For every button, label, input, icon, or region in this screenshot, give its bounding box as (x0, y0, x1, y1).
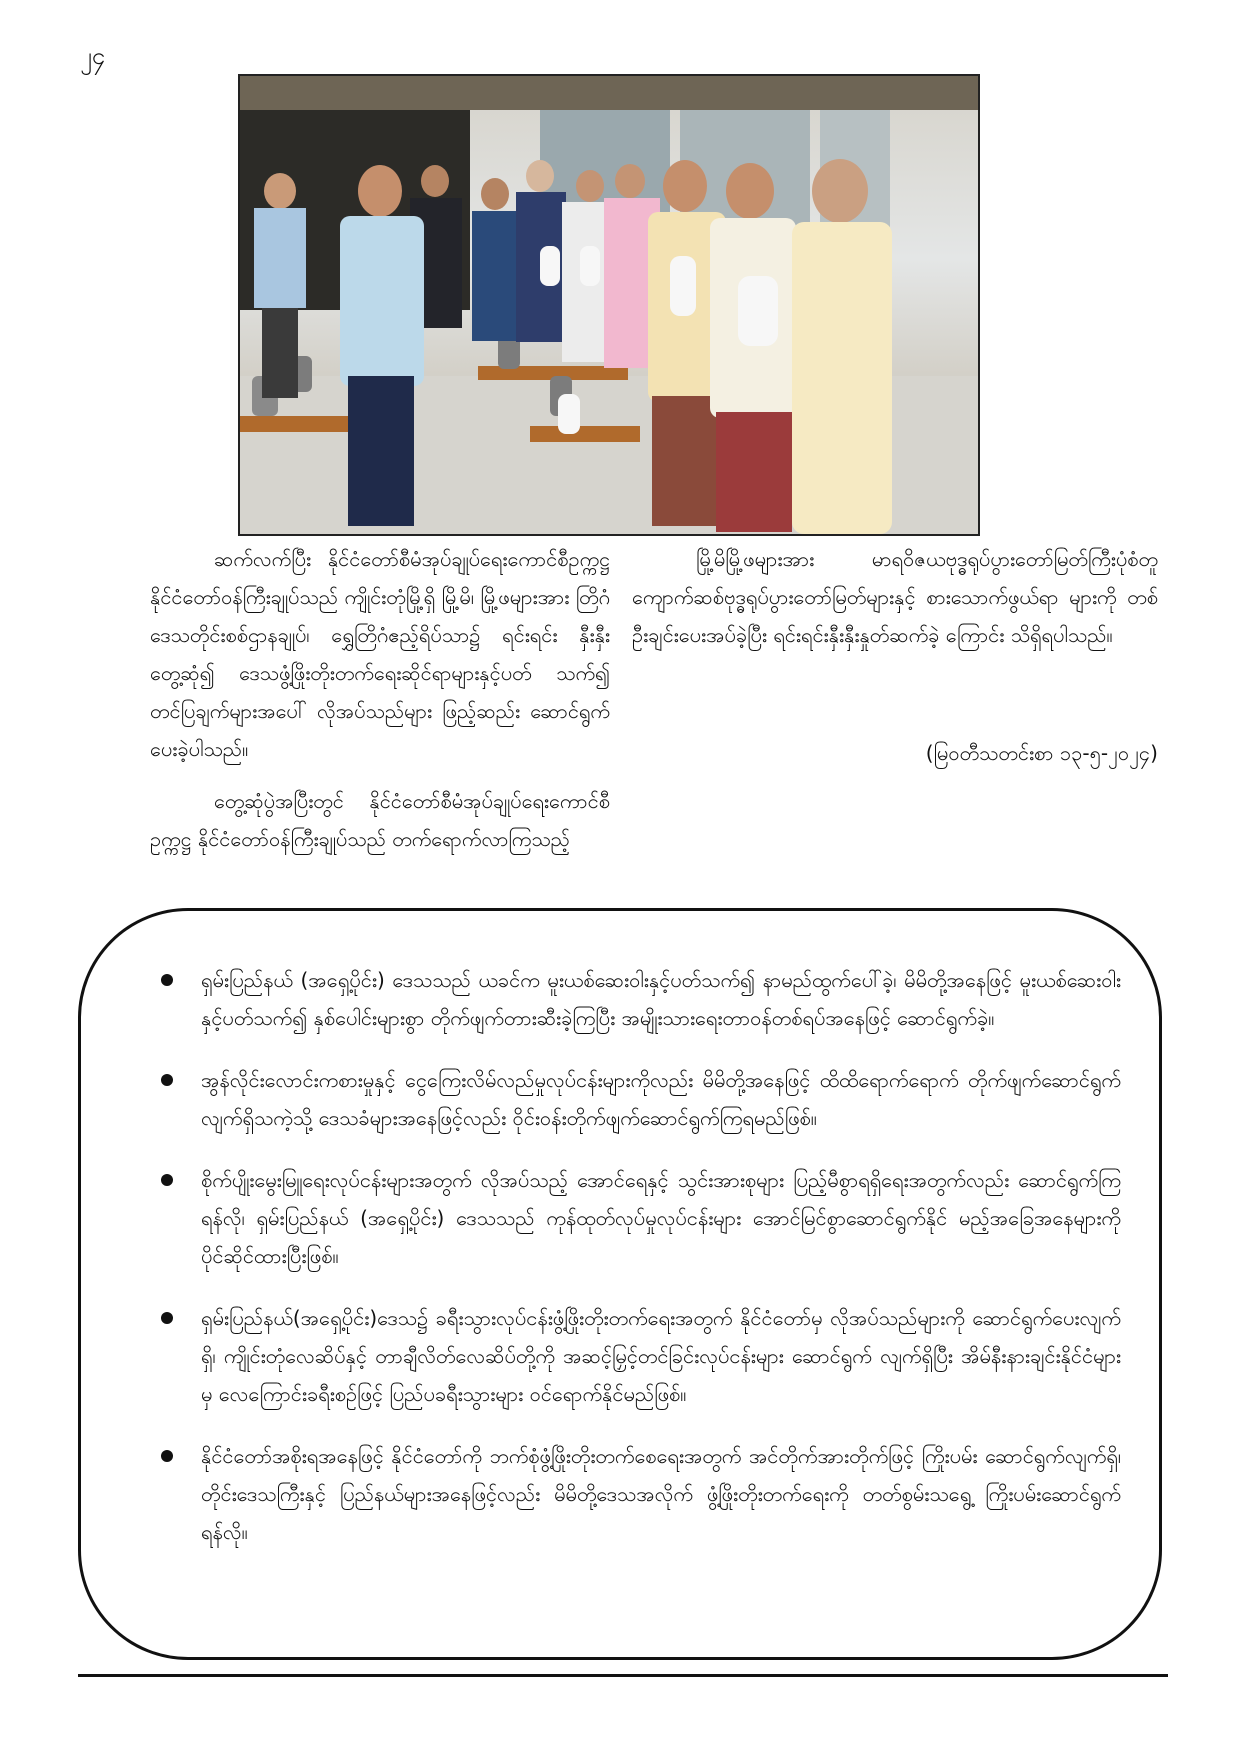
bullet-text: ရှမ်းပြည်နယ်(အရှေ့ပိုင်း)ဒေသ၌ ခရီးသွားလုပ်ငန်းဖွံ့ဖြိုးတိုးတက်ရေးအတွက် နိုင်ငံတော်မှ လိုအပ်သည်များကို ဆောင်ရွက်ပေးလျက်ရှိ၊ ကျိုင်းတုံလေဆိပ်နှင့် တာချီလိတ်လေဆိပ်တို့ကို အဆင့်မြှင့်တင်ခြင်းလုပ်ငန်းများ ဆောင်ရွက် လျက်ရှိပြီး အိမ်နီးနားချင်းနိုင်ငံများမှ လေကြောင်းခရီးစဉ်ဖြင့် ပြည်ပခရီးသွားများ ဝင်ရောက်နိုင်မည်ဖြစ်။ (201, 1306, 1121, 1406)
bottom-divider (78, 1674, 1168, 1677)
news-photo (238, 74, 980, 536)
article-left-column (150, 540, 610, 858)
list-item (161, 1161, 1121, 1275)
source-citation: (မြဝတီသတင်းစာ ၁၃-၅-၂၀၂၄) (925, 741, 1158, 765)
bullet-text: အွန်လိုင်းလောင်းကစားမှုနှင့် ငွေကြေးလိမ်လည်မှုလုပ်ငန်းများကိုလည်း မိမိတို့အနေဖြင့် ထိထိရောက်ရောက် တိုက်ဖျက်ဆောင်ရွက်လျက်ရှိသကဲ့သို့ ဒေသခံများအနေဖြင့်လည်း ဝိုင်းဝန်းတိုက်ဖျက်ဆောင်ရွက်ကြရမည်ဖြစ်။ (201, 1068, 1121, 1130)
bullet-text: ရှမ်းပြည်နယ် (အရှေ့ပိုင်း) ဒေသသည် ယခင်က မူးယစ်ဆေးဝါးနှင့်ပတ်သက်၍ နာမည်ထွက်ပေါ်ခဲ့၊ မိမိတို့အနေဖြင့် မူးယစ်ဆေးဝါးနှင့်ပတ်သက်၍ နှစ်ပေါင်းများစွာ တိုက်ဖျက်တားဆီးခဲ့ကြပြီး အမျိုးသားရေးတာဝန်တစ်ရပ်အနေဖြင့် ဆောင်ရွက်ခဲ့။ (201, 968, 1121, 1030)
bullet-text: စိုက်ပျိုးမွေးမြူရေးလုပ်ငန်းများအတွက် လိုအပ်သည့် အောင်ရေနှင့် သွင်းအားစုများ ပြည့်မီစွာရရှိရေးအတွက်လည်း ဆောင်ရွက်ကြရန်လို၊ ရှမ်းပြည်နယ် (အရှေ့ပိုင်း) ဒေသသည် ကုန်ထုတ်လုပ်မှုလုပ်ငန်းများ အောင်မြင်စွာဆောင်ရွက်နိုင် မည့်အခြေအနေများကို ပိုင်ဆိုင်ထားပြီးဖြစ်။ (201, 1168, 1121, 1268)
bullet-icon (161, 1450, 173, 1462)
list-item (161, 961, 1121, 1037)
article-paragraph: ဆက်လက်ပြီး နိုင်ငံတော်စီမံအုပ်ချုပ်ရေးကောင်စီဥက္ကဋ္ဌ နိုင်ငံတော်ဝန်ကြီးချုပ်သည် ကျိုင်းတုံမြို့ရှိ မြို့မိ၊ မြို့ဖများအား တြိဂံဒေသတိုင်းစစ်ဌာနချုပ်၊ ရွှေတြိဂံဧည့်ရိပ်သာ၌ ရင်းရင်း နှီးနှီးတွေ့ဆုံ၍ ဒေသဖွံ့ဖြိုးတိုးတက်ရေးဆိုင်ရာများနှင့်ပတ် သက်၍ တင်ပြချက်များအပေါ် လိုအပ်သည်များ ဖြည့်ဆည်း ဆောင်ရွက်ပေးခဲ့ပါသည်။ (150, 547, 610, 761)
bullet-icon (161, 1312, 173, 1324)
page-number: ၂၄ (80, 42, 106, 70)
article-paragraph: မြို့မိမြို့ဖများအား မာရဝိဇယဗုဒ္ဓရုပ်ပွားတော်မြတ်ကြီးပုံစံတူ ကျောက်ဆစ်ဗုဒ္ဓရုပ်ပွားတော်မြတ်များနှင့် စားသောက်ဖွယ်ရာ များကို တစ်ဦးချင်းပေးအပ်ခဲ့ပြီး ရင်းရင်းနှီးနှီးနှုတ်ဆက်ခဲ့ ကြောင်း သိရှိရပါသည်။ (632, 547, 1158, 647)
article-paragraph: တွေ့ဆုံပွဲအပြီးတွင် နိုင်ငံတော်စီမံအုပ်ချုပ်ရေးကောင်စီ ဥက္ကဋ္ဌ နိုင်ငံတော်ဝန်ကြီးချုပ်သည် တက်ရောက်လာကြသည့် (150, 789, 610, 851)
key-points-list (161, 961, 1121, 1575)
list-item (161, 1061, 1121, 1137)
article-right-column (632, 540, 1158, 654)
bullet-icon (161, 1074, 173, 1086)
bullet-icon (161, 1174, 173, 1186)
bullet-text: နိုင်ငံတော်အစိုးရအနေဖြင့် နိုင်ငံတော်ကို ဘက်စုံဖွံ့ဖြိုးတိုးတက်စေရေးအတွက် အင်တိုက်အားတိုက်ဖြင့် ကြိုးပမ်း ဆောင်ရွက်လျက်ရှိ၊ တိုင်းဒေသကြီးနှင့် ပြည်နယ်များအနေဖြင့်လည်း မိမိတို့ဒေသအလိုက် ဖွံ့ဖြိုးတိုးတက်ရေးကို တတ်စွမ်းသရွေ့ ကြိုးပမ်းဆောင်ရွက်ရန်လို။ (201, 1444, 1121, 1544)
bullet-icon (161, 974, 173, 986)
list-item (161, 1437, 1121, 1551)
list-item (161, 1299, 1121, 1413)
key-points-box (78, 908, 1162, 1660)
